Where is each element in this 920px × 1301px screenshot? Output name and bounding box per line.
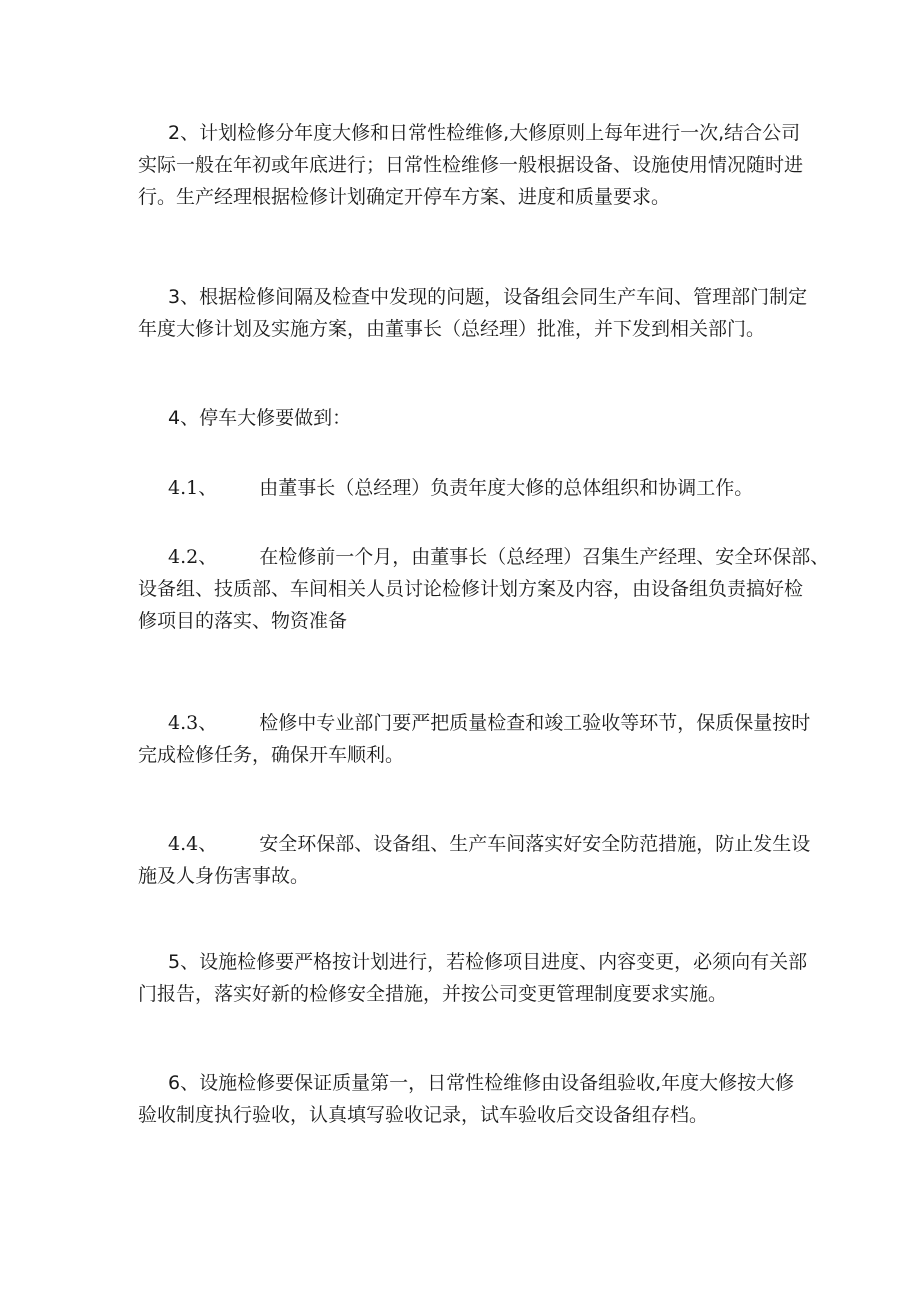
text-line: 6、设施检修要保证质量第一，日常性检维修由设备组验收,年度大修按大修 (168, 1072, 795, 1094)
text-line: 实际一般在年初或年底进行；日常性检维修一般根据设备、设施使用情况随时进 (138, 154, 804, 176)
paragraph-4 (138, 402, 788, 434)
item-number: 4.2、 (168, 546, 218, 568)
text-line: 行。生产经理根据检修计划确定开停车方案、进度和质量要求。 (138, 186, 671, 208)
item-text: 检修中专业部门要严把质量检查和竣工验收等环节，保质保量按时 (259, 712, 811, 734)
text-line: 4、停车大修要做到： (168, 407, 352, 429)
text-line: 3、根据检修间隔及检查中发现的问题，设备组会同生产车间、管理部门制定 (168, 286, 808, 308)
text-line (138, 828, 811, 860)
text-line: 完成检修任务，确保开车顺利。 (138, 744, 405, 766)
text-line: 5、设施检修要严格按计划进行，若检修项目进度、内容变更，必须向有关部 (168, 951, 808, 973)
item-text: 安全环保部、设备组、生产车间落实好安全防范措施，防止发生设 (259, 833, 811, 855)
text-line (138, 472, 788, 504)
text-line: 门报告，落实好新的检修安全措施，并按公司变更管理制度要求实施。 (138, 983, 728, 1005)
text-line (138, 707, 811, 739)
text-line: 验收制度执行验收，认真填写验收记录，试车验收后交设备组存档。 (138, 1104, 709, 1126)
item-text: 由董事长（总经理）负责年度大修的总体组织和协调工作。 (259, 477, 754, 499)
text-line: 年度大修计划及实施方案，由董事长（总经理）批准，并下发到相关部门。 (138, 318, 766, 340)
paragraph-4-4 (138, 828, 811, 892)
text-line: 设备组、技质部、车间相关人员讨论检修计划方案及内容，由设备组负责搞好检 (138, 578, 804, 600)
item-number: 4.3、 (168, 712, 218, 734)
paragraph-2 (138, 117, 804, 213)
paragraph-6 (138, 1067, 795, 1131)
text-line: 2、计划检修分年度大修和日常性检维修,大修原则上每年进行一次,结合公司 (168, 122, 801, 144)
paragraph-4-2 (138, 541, 830, 637)
item-text: 在检修前一个月，由董事长（总经理）召集生产经理、安全环保部、 (259, 546, 830, 568)
text-line: 修项目的落实、物资准备 (138, 610, 348, 632)
paragraph-4-1 (138, 472, 788, 504)
item-number: 4.4、 (168, 833, 218, 855)
item-number: 4.1、 (168, 477, 218, 499)
paragraph-3 (138, 281, 808, 345)
paragraph-5 (138, 946, 808, 1010)
paragraph-4-3 (138, 707, 811, 771)
text-line: 施及人身伤害事故。 (138, 865, 310, 887)
text-line (138, 541, 830, 573)
